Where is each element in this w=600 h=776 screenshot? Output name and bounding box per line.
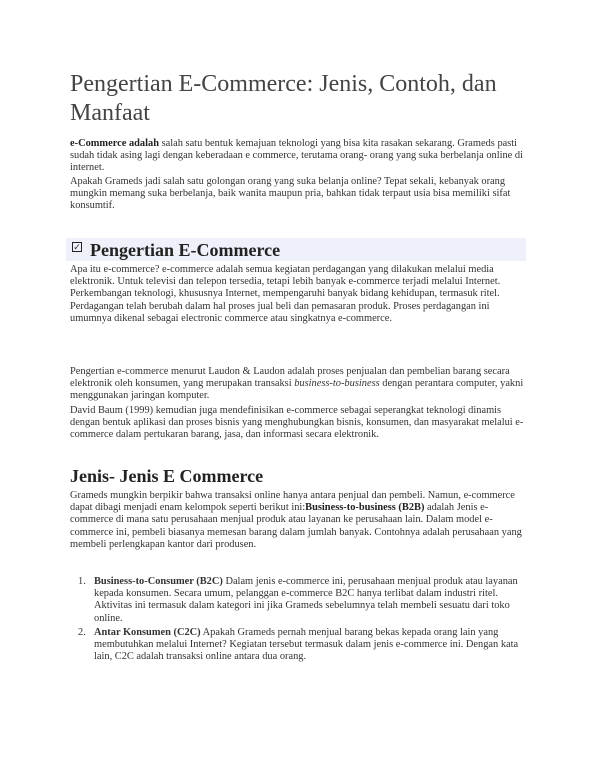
laudon-text-b: dengan perantara computer, yakni menggunakan jaringan komputer. [70,378,524,402]
list-item [70,627,530,664]
section-heading-pengertian: Pengertian E-Commerce [90,240,281,260]
jenis-text-b: adalah Jenis e-commerce di mana satu perusahaan menjual produk atau layanan ke perusahaan lain. Dalam model e-commerce ini, pembeli biasanya memesan barang dalam jumlah banyak. Contohnya adalah perusahaan yang membeli perlengkapan kantor dari produsen. [70,502,522,550]
pengertian-paragraph-3: David Baum (1999) kemudian juga mendefinisikan e-commerce sebagai seperangkat teknologi dinamis dengan bentuk aplikasi dan proses bisnis yang menghubungkan bisnis, konsumen, dan masyarakat melalui e-commerce dalam pertukaran barang, jasa, dan informasi secara elektronik. [70,405,524,441]
list-item-bold: Business-to-Consumer (B2C) [94,576,223,587]
intro-lead-text: salah satu bentuk kemajuan teknologi yang bisa kita rasakan sekarang. Grameds pasti sudah tidak asing lagi dengan keberadaan e commerce, terutama orang- orang yang suka berbelanja online di internet. [70,138,523,174]
laudon-italic: business-to-business [294,378,380,390]
laudon-text-a: Pengertian e-commerce menurut Laudon & Laudon adalah proses penjualan dan pembelian barang secara elektronik oleh konsumen, yang merupakan transaksi [70,366,510,390]
list-item-number: 2. [78,626,86,638]
section-heading-jenis: Jenis- Jenis E Commerce [70,466,264,486]
list-item [70,576,530,625]
intro-paragraph-2: Apakah Grameds jadi salah satu golongan orang yang suka belanja online? Tepat sekali, kebanyak orang mungkin memang suka berbelanja, baik wanita maupun pria, bahkan tidak terpaut usia bisa memiliki sifat konsumtif. [70,176,511,212]
pengertian-paragraph-1: Apa itu e-commerce? e-commerce adalah semua kegiatan perdagangan yang dilakukan melalui media elektronik. Untuk televisi dan telepon tersedia, tetapi lebih banyak e-commerce terjadi melalui Internet. Perkembangan teknologi, khususnya Internet, mempengaruhi banyak bidang kehidupan, termasuk ritel. Perdagangan telah berubah dalam hal proses jual beli dan pemasaran produk. Proses perdagangan ini umumnya dikenal sebagai electronic commerce atau singkatnya e-commerce. [70,264,501,324]
intro-lead-bold: e-Commerce adalah [70,138,159,149]
intro-paragraph [70,138,530,175]
jenis-text-a: Grameds mungkin berpikir bahwa transaksi online hanya antara penjual dan pembeli. Namun, e-commerce dapat dibagi menjadi enam kelompok seperti berikut ini: [70,490,515,514]
list-item-bold: Antar Konsumen (C2C) [94,626,201,638]
b2b-bold: Business-to-business (B2B) [305,502,425,514]
list-item-text: Dalam jenis e-commerce ini, perusahaan menjual produk atau layanan kepada konsumen. Secara umum, pelanggan e-commerce B2C hanya terlibat dalam industri ritel. Aktivitas ini termasuk dalam kategori ini jika Grameds sebelumnya telah membeli sesuatu dari toko online. [94,576,518,624]
page-title: Pengertian E-Commerce: Jenis, Contoh, dan Manfaat [70,71,497,126]
ecommerce-types-list [70,576,530,665]
list-item-number: 1. [78,576,86,587]
pengertian-paragraph-2 [70,366,530,403]
jenis-paragraph-1 [70,490,530,551]
checkbox-icon: ✓ [73,242,81,252]
list-item-text: Apakah Grameds pernah menjual barang bekas kepada orang lain yang membutuhkan melalui Internet? Kegiatan tersebut termasuk dalam jenis e-commerce ini. Dengan kata lain, C2C adalah transaksi online antara dua orang. [94,626,519,663]
